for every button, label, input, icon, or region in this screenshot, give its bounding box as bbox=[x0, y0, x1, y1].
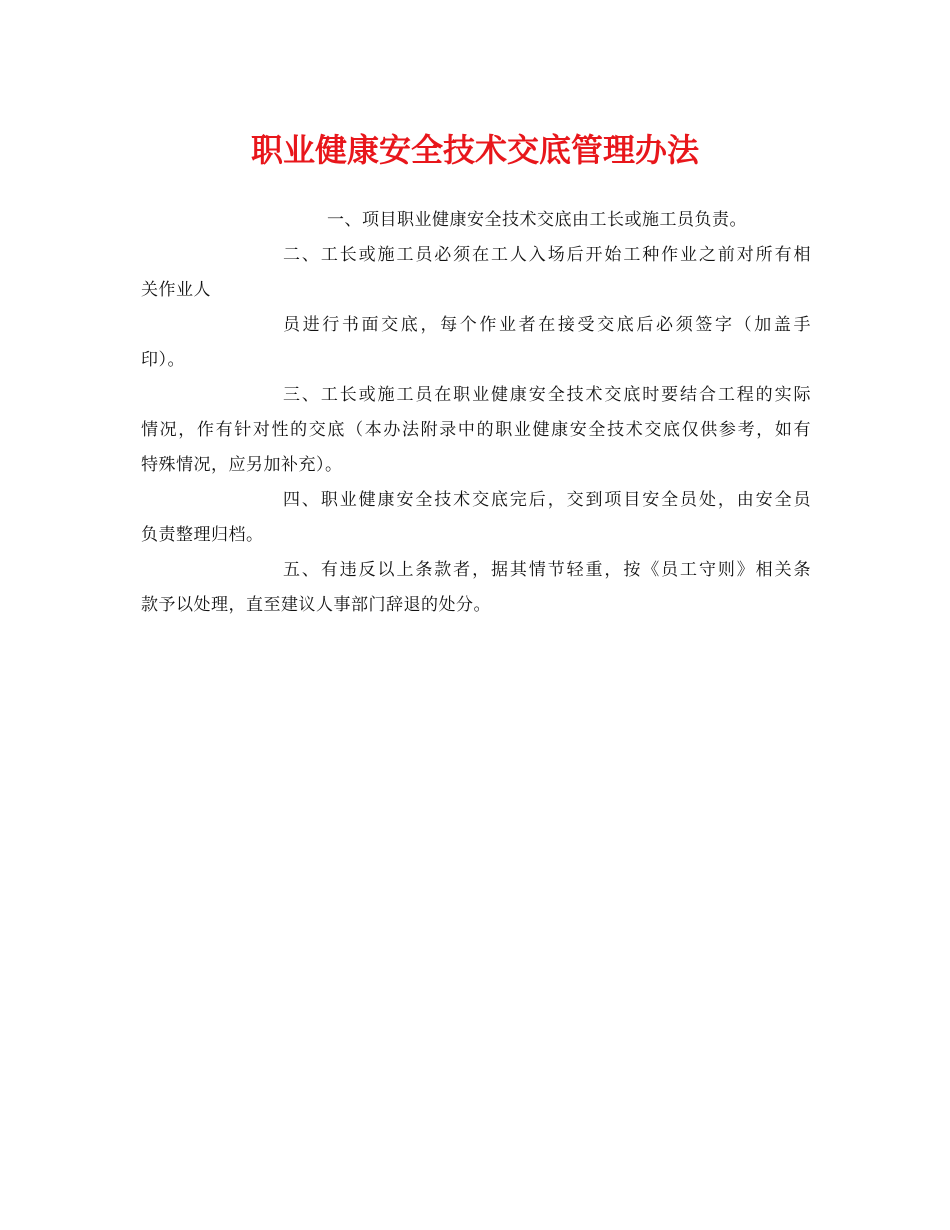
paragraph-line: 一、项目职业健康安全技术交底由工长或施工员负责。 bbox=[327, 210, 747, 230]
paragraph-line: 负责整理归档。 bbox=[141, 525, 264, 545]
paragraph-line: 情况，作有针对性的交底（本办法附录中的职业健康安全技术交底仅供参考，如有 bbox=[141, 420, 811, 440]
paragraph-line: 印）。 bbox=[141, 350, 185, 370]
paragraph-line: 款予以处理，直至建议人事部门辞退的处分。 bbox=[141, 595, 491, 615]
paragraph-line: 特殊情况，应另加补充）。 bbox=[141, 455, 343, 475]
paragraph-line: 三、工长或施工员在职业健康安全技术交底时要结合工程的实际 bbox=[283, 385, 811, 405]
paragraph-line: 二、工长或施工员必须在工人入场后开始工种作业之前对所有相 bbox=[283, 245, 811, 265]
document-body bbox=[141, 203, 811, 623]
paragraph-line: 四、职业健康安全技术交底完后，交到项目安全员处，由安全员 bbox=[283, 490, 811, 510]
paragraph-line: 五、有违反以上条款者，据其情节轻重，按《员工守则》相关条 bbox=[283, 560, 811, 580]
paragraph-line: 关作业人 bbox=[141, 280, 211, 300]
document-title: 职业健康安全技术交底管理办法 bbox=[250, 131, 699, 169]
paragraph-line: 员进行书面交底，每个作业者在接受交底后必须签字（加盖手 bbox=[283, 315, 811, 335]
